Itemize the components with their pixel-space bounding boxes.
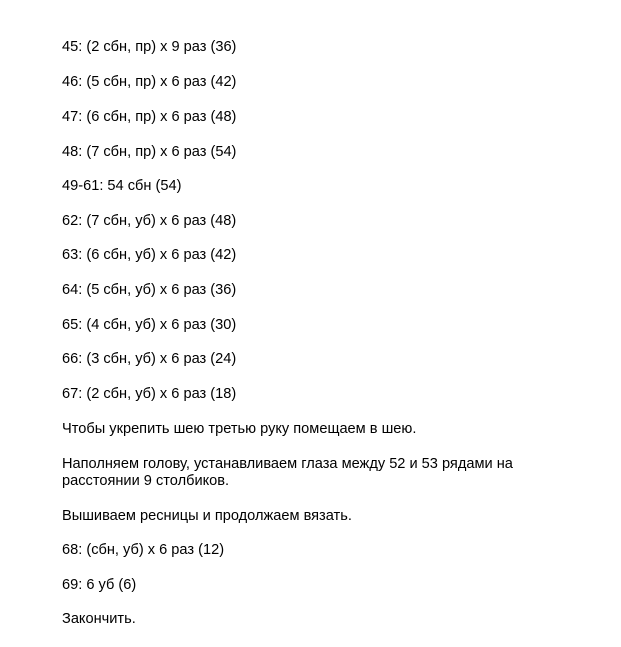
note-head-line-1: Наполняем голову, устанавливаем глаза между 52 и 53 рядами на: [62, 456, 513, 472]
row-63: 63: (6 сбн, уб) х 6 раз (42): [62, 247, 237, 263]
note-lashes: Вышиваем ресницы и продолжаем вязать.: [62, 508, 352, 524]
row-48: 48: (7 сбн, пр) х 6 раз (54): [62, 144, 237, 160]
row-66: 66: (3 сбн, уб) х 6 раз (24): [62, 351, 237, 367]
row-49-61: 49-61: 54 сбн (54): [62, 178, 182, 194]
row-47: 47: (6 сбн, пр) х 6 раз (48): [62, 109, 237, 125]
note-neck: Чтобы укрепить шею третью руку помещаем в шею.: [62, 421, 417, 437]
finish-text: Закончить.: [62, 611, 136, 627]
row-64: 64: (5 сбн, уб) х 6 раз (36): [62, 282, 237, 298]
row-69: 69: 6 уб (6): [62, 577, 137, 593]
row-46: 46: (5 сбн, пр) х 6 раз (42): [62, 74, 237, 90]
row-67: 67: (2 сбн, уб) х 6 раз (18): [62, 386, 237, 402]
note-head-line-2: расстоянии 9 столбиков.: [62, 473, 230, 489]
row-68: 68: (сбн, уб) х 6 раз (12): [62, 542, 225, 558]
row-65: 65: (4 сбн, уб) х 6 раз (30): [62, 317, 237, 333]
row-45: 45: (2 сбн, пр) х 9 раз (36): [62, 39, 237, 55]
row-62: 62: (7 сбн, уб) х 6 раз (48): [62, 213, 237, 229]
